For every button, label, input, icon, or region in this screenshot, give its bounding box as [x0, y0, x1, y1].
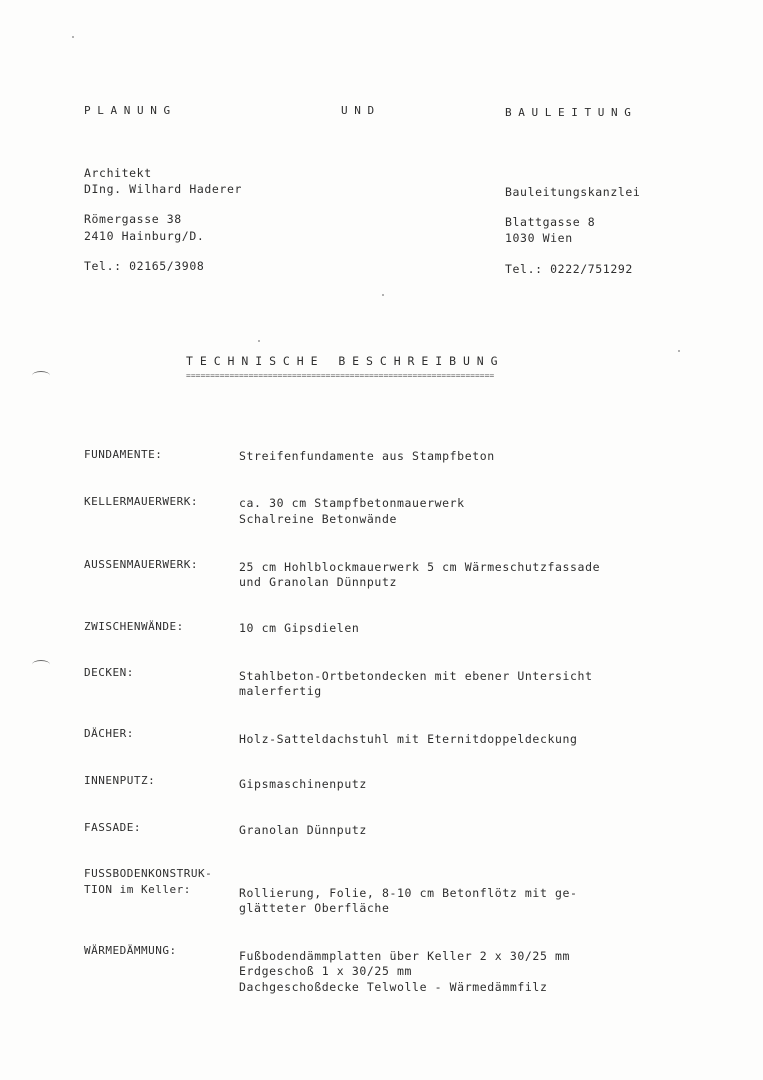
- scan-speck: [382, 294, 384, 296]
- label-fundamente: FUNDAMENTE:: [84, 448, 163, 461]
- document-title: T E C H N I S C H E B E S C H R E I B U N G: [186, 354, 498, 368]
- value-fundamente-1: Streifenfundamente aus Stampfbeton: [239, 449, 495, 463]
- value-zwischenwaende-1: 10 cm Gipsdielen: [239, 621, 360, 635]
- label-fussbodenkonstruktion-1: FUSSBODENKONSTRUK-: [84, 867, 213, 880]
- value-fussbodenkonstruktion-2: glätteter Oberfläche: [239, 901, 390, 915]
- label-decken: DECKEN:: [84, 666, 134, 679]
- label-kellermauerwerk: KELLERMAUERWERK:: [84, 495, 198, 508]
- scan-speck: [678, 350, 680, 352]
- label-zwischenwaende: ZWISCHENWÄNDE:: [84, 620, 184, 633]
- value-fussbodenkonstruktion-1: Rollierung, Folie, 8-10 cm Betonflötz mit ge-: [239, 886, 578, 900]
- value-decken-1: Stahlbeton-Ortbetondecken mit ebener Untersicht: [239, 669, 593, 683]
- architect-name: DIng. Wilhard Haderer: [84, 182, 242, 196]
- header-planung: P L A N U N G: [84, 104, 171, 117]
- value-daecher-1: Holz-Satteldachstuhl mit Eternitdoppeldeckung: [239, 732, 578, 746]
- label-innenputz: INNENPUTZ:: [84, 774, 156, 787]
- value-waermedaemmung-2: Erdgeschoß 1 x 30/25 mm: [239, 964, 413, 978]
- header-bauleitung: B A U L E I T U N G: [505, 106, 631, 119]
- value-kellermauerwerk-2: Schalreine Betonwände: [239, 512, 397, 526]
- value-innenputz-1: Gipsmaschinenputz: [239, 777, 367, 791]
- architect-title: Architekt: [84, 166, 152, 180]
- label-waermedaemmung: WÄRMEDÄMMUNG:: [84, 944, 177, 957]
- value-decken-2: malerfertig: [239, 684, 322, 698]
- punch-hole-mark-bottom: [32, 660, 50, 669]
- value-fassade-1: Granolan Dünnputz: [239, 823, 367, 837]
- value-aussenmauerwerk-2: und Granolan Dünnputz: [239, 575, 397, 589]
- office-name: Bauleitungskanzlei: [505, 185, 641, 199]
- scan-speck: [258, 340, 260, 342]
- label-daecher: DÄCHER:: [84, 727, 134, 740]
- label-aussenmauerwerk: AUSSENMAUERWERK:: [84, 558, 198, 571]
- value-waermedaemmung-3: Dachgeschoßdecke Telwolle - Wärmedämmfilz: [239, 980, 548, 994]
- label-fassade: FASSADE:: [84, 821, 141, 834]
- architect-city: 2410 Hainburg/D.: [84, 229, 205, 243]
- office-city: 1030 Wien: [505, 231, 573, 245]
- title-underline: ================================================================: [186, 372, 495, 380]
- label-fussbodenkonstruktion-2: TION im Keller:: [84, 883, 191, 896]
- punch-hole-mark-top: [32, 371, 50, 380]
- value-aussenmauerwerk-1: 25 cm Hohlblockmauerwerk 5 cm Wärmeschutzfassade: [239, 560, 601, 574]
- header-und: U N D: [341, 104, 375, 117]
- architect-street: Römergasse 38: [84, 212, 182, 226]
- value-kellermauerwerk-1: ca. 30 cm Stampfbetonmauerwerk: [239, 496, 465, 510]
- office-street: Blattgasse 8: [505, 215, 596, 229]
- architect-phone: Tel.: 02165/3908: [84, 259, 205, 273]
- value-waermedaemmung-1: Fußbodendämmplatten über Keller 2 x 30/25 mm: [239, 949, 571, 963]
- office-phone: Tel.: 0222/751292: [505, 262, 633, 276]
- scan-speck: [72, 36, 74, 38]
